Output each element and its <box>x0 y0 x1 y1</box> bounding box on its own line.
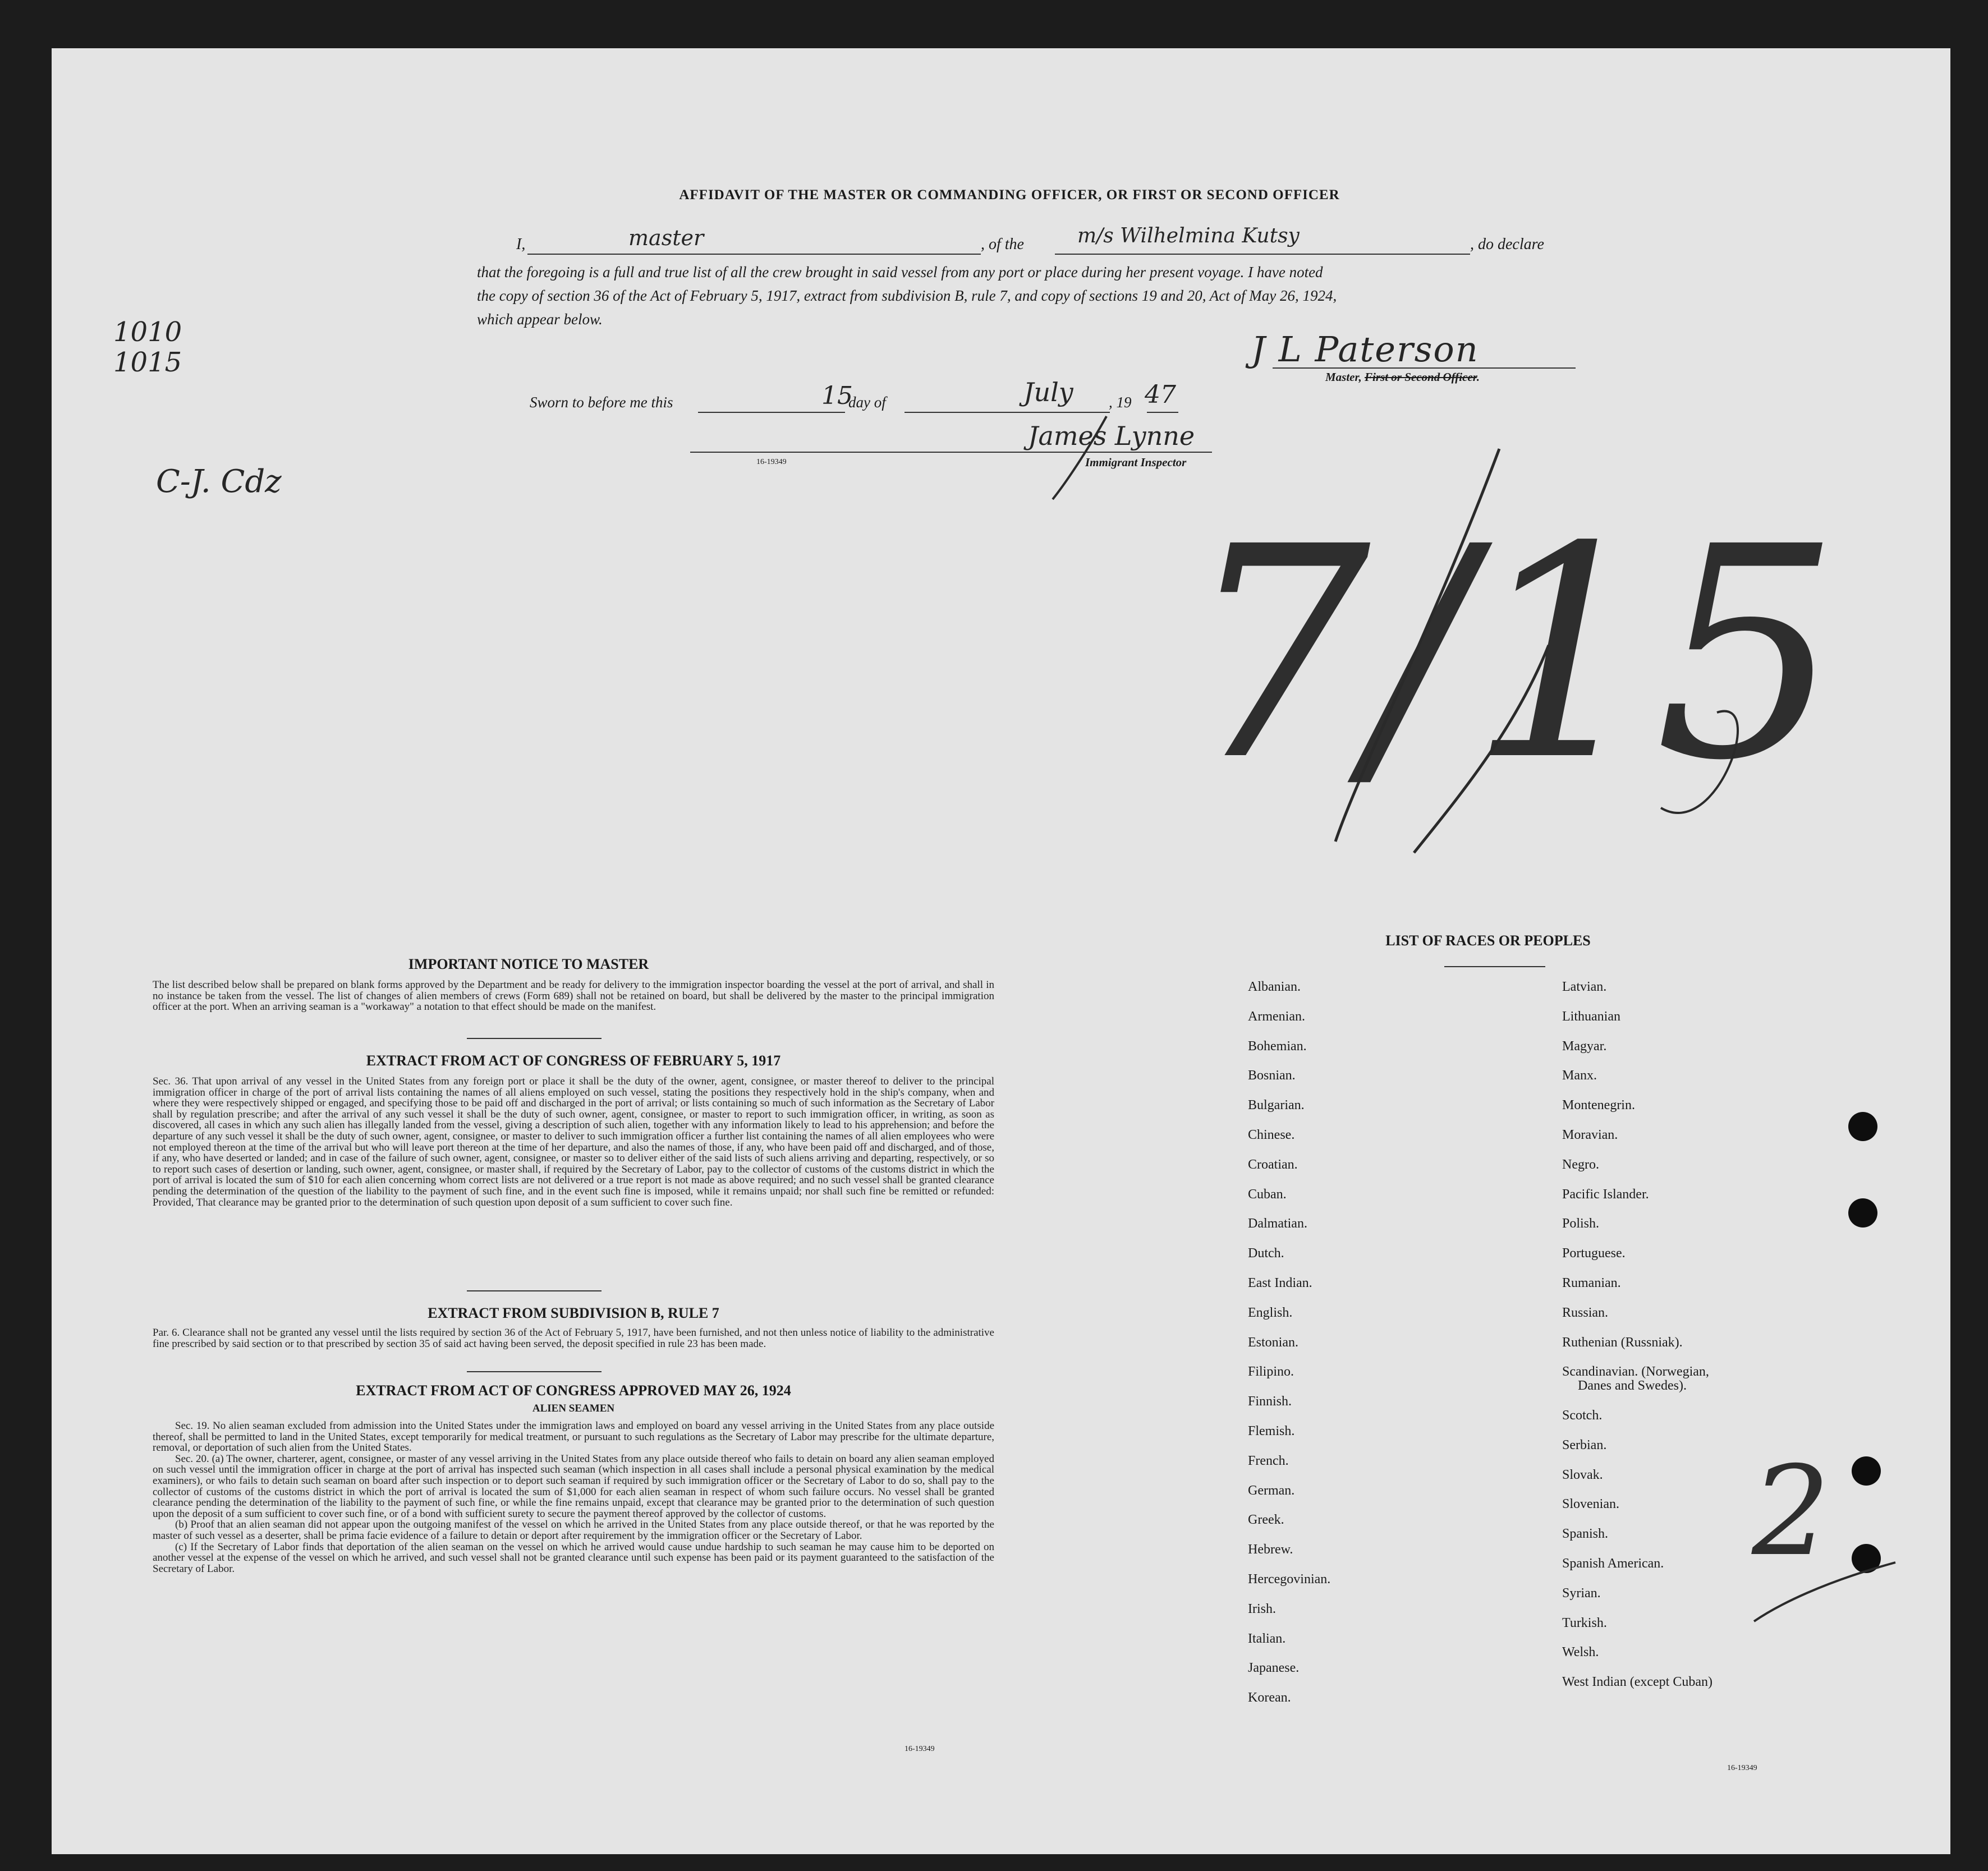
signer-title-struck: First or Second Officer <box>1365 370 1477 384</box>
race-list-item: Italian. <box>1248 1631 1286 1646</box>
race-list-item: German. <box>1248 1483 1295 1498</box>
inspector-signature: James Lynne <box>1028 421 1195 451</box>
extract-1924-paragraph: Sec. 20. (a) The owner, charterer, agent, consignee, or master of any vessel arriving in the United States from any place outside thereof who fails to detain on board any alien seaman employed on such vessel until the immigration officer in charge at the port of arrival has inspected such seaman (which inspection in all cases shall include a personal physical examination by the medical examiners), or who fails to detain such seaman on board after such inspection or to deport such seaman if required by such immigration officer or the Secretary of Labor to do so, shall pay to the collector of customs of the customs district in which the port of arrival is located the sum of $1,000 for each alien seaman in respect of whom such failure occurs. No vessel shall be granted clearance pending the determination of the liability to the payment of such fine, or while the fine remains unpaid, except that clearance may be granted prior to the determination of such question upon the deposit of a sum sufficient to cover such fine, or of a bond with sufficient surety to secure the payment thereof approved by the collector of customs. <box>153 1452 994 1520</box>
affidavit-title: AFFIDAVIT OF THE MASTER OR COMMANDING OFFICER, OR FIRST OR SECOND OFFICER <box>679 187 1340 203</box>
affidavit-body-line: which appear below. <box>477 311 603 328</box>
vessel-name-handwritten: m/s Wilhelmina Kutsy <box>1077 224 1300 247</box>
extract-1924-paragraph: Sec. 19. No alien seaman excluded from admission into the United States under the immigration laws and employed on board any vessel arriving in the United States from any place outside thereof, shall be permitted to land in the United States, except temporarily for medical treatment, or pursuant to such regulations as the Secretary of Labor may prescribe for the ultimate departure, removal, or deportation of such alien from the United States. <box>153 1420 994 1454</box>
extract-1924-paragraph: (c) If the Secretary of Labor finds that deportation of the alien seaman on the vessel on which he arrived would cause undue hardship to such seaman he may cause him to be deported on another vessel at the expense of the vessel on which he arrived, and such vessel shall not be granted clearance until such expense has been paid or its payment guaranteed to the satisfaction of the Secretary of Labor. <box>153 1541 994 1575</box>
pen-stroke <box>1335 449 1499 842</box>
race-list-item: Dalmatian. <box>1248 1216 1307 1231</box>
race-list-item: Bohemian. <box>1248 1038 1307 1054</box>
master-handwritten: master <box>628 226 704 250</box>
race-list-item: Bosnian. <box>1248 1068 1296 1083</box>
race-list-item: Dutch. <box>1248 1246 1284 1261</box>
alien-seamen-subtitle: ALIEN SEAMEN <box>532 1403 615 1414</box>
race-list-item: Armenian. <box>1248 1009 1305 1024</box>
large-handwritten-date: 7/15 <box>1185 484 1840 824</box>
race-list-item: Bulgarian. <box>1248 1098 1305 1113</box>
of-the-label: , of the <box>981 236 1024 253</box>
race-list-item: Rumanian. <box>1562 1276 1621 1290</box>
race-list-item: Chinese. <box>1248 1128 1295 1142</box>
race-list-item: Manx. <box>1562 1068 1597 1083</box>
race-list-item: West Indian (except Cuban) <box>1562 1675 1712 1690</box>
subdivision-title: EXTRACT FROM SUBDIVISION B, RULE 7 <box>428 1305 719 1321</box>
race-list-item: Ruthenian (Russniak). <box>1562 1335 1683 1350</box>
race-list-item: Irish. <box>1248 1601 1276 1616</box>
margin-number: 1015 <box>113 347 182 378</box>
extract-1917-text: Sec. 36. That upon arrival of any vessel in the United States from any foreign port or place it shall be the duty of the owner, agent, consignee, or master thereof to deliver to the principal immigration officer in charge of the port of arrival lists containing the names of all aliens employed on such vessel, stating the positions they respectively hold in the ship's company, when and where they were respectively shipped or engaged, and specifying those to be paid off and discharged in the port of arrival; or lists containing so much of such information as the Secretary of Labor shall by regulation prescribe; and after the arrival of any such vessel it shall be the duty of such owner, agent, consignee, or master to report to such immigration officer, in writing, as soon as discovered, all cases in which any such alien has illegally landed from the vessel, giving a description of such alien, together with any information likely to lead to his apprehension; and before the departure of any such vessel it shall be the duty of such owner, agent, consignee, or master to deliver to such immigration officer a further list containing the names of all alien employees who were not employed thereon at the time of the arrival but who will leave port thereon at the time of her departure, and also the names of those, if any, who have been paid off and discharged, and of those, if any, who have deserted or landed; and in case of the failure of such owner, agent, consignee, or master so to deliver either of the said lists of such aliens arriving and departing, respectively, or so to report such cases of desertion or landing, such owner, agent, consignee, or master shall, if required by the Secretary of Labor, pay to the collector of customs of the customs district in which the port of arrival is located the sum of $10 for each alien concerning whom correct lists are not delivered or a true report is not made as above required; and no such vessel shall be granted clearance pending the determination of the question of the liability to the payment of such fine, and in the event such fine is imposed, while it remains unpaid; nor shall such fine be remitted or refunded: Provided, That clearance may be granted prior to the determination of such question upon deposit of a sum sufficient to cover such fine. <box>153 1075 994 1208</box>
pen-stroke <box>1661 711 1738 813</box>
inspector-label: Immigrant Inspector <box>1085 456 1187 469</box>
master-signature: J L Paterson <box>1251 329 1479 370</box>
race-list-item: Polish. <box>1562 1216 1600 1231</box>
affidavit-body-line: the copy of section 36 of the Act of February 5, 1917, extract from subdivision B, rule 7, and copy of sections 19 and 20, Act of May 26, 1924, <box>477 287 1337 304</box>
sworn-label: Sworn to before me this <box>530 394 673 411</box>
affidavit-i-label: I, <box>516 236 526 253</box>
race-list-item: Spanish. <box>1562 1527 1609 1542</box>
race-list-item: Portuguese. <box>1562 1246 1626 1261</box>
race-list-item: Hercegovinian. <box>1248 1572 1331 1587</box>
race-list-item: Finnish. <box>1248 1394 1292 1409</box>
race-list-item: Slovenian. <box>1562 1497 1619 1512</box>
form-number: 16-19349 <box>1727 1764 1757 1772</box>
margin-number: 1010 <box>113 316 182 348</box>
do-declare-label: , do declare <box>1470 236 1544 253</box>
race-list-item: Spanish American. <box>1562 1556 1664 1571</box>
race-list-item: East Indian. <box>1248 1276 1312 1290</box>
race-list-item: Latvian. <box>1562 980 1607 994</box>
sworn-month-handwritten: July <box>1023 377 1073 407</box>
extract-1917-title: EXTRACT FROM ACT OF CONGRESS OF FEBRUARY 5, 1917 <box>366 1052 781 1069</box>
race-list-item: Montenegrin. <box>1562 1098 1635 1113</box>
race-list-item: Albanian. <box>1248 980 1301 994</box>
extract-1924-paragraph: (b) Proof that an alien seaman did not appear upon the outgoing manifest of the vessel on which he arrived in the United States from any place outside thereof, or that he was reported by the master of such vessel as a deserter, shall be prima facie evidence of a failure to detain or deport after requirement by the immigration officer or the Secretary of Labor. <box>153 1519 994 1542</box>
form-number: 16-19349 <box>756 458 787 466</box>
race-list-item: Scandinavian. (Norwegian, <box>1562 1364 1709 1380</box>
race-list-item: Cuban. <box>1248 1187 1287 1202</box>
race-list-item: Hebrew. <box>1248 1542 1293 1557</box>
race-list-item: English. <box>1248 1305 1293 1320</box>
race-list-item: Lithuanian <box>1562 1009 1620 1024</box>
pen-stroke <box>1053 416 1107 499</box>
race-list-item: Korean. <box>1248 1690 1291 1705</box>
race-list-item: French. <box>1248 1453 1289 1468</box>
sworn-year-handwritten: 47 <box>1145 380 1176 409</box>
race-list-item: Croatian. <box>1248 1157 1298 1172</box>
day-of-label: day of <box>848 394 886 411</box>
races-title: LIST OF RACES OR PEOPLES <box>1385 932 1591 949</box>
affidavit-body-line: that the foregoing is a full and true list of all the crew brought in said vessel from any port or place during her present voyage. I have noted <box>477 264 1323 281</box>
extract-1924-title: EXTRACT FROM ACT OF CONGRESS APPROVED MAY 26, 1924 <box>356 1382 791 1399</box>
race-list-item: Flemish. <box>1248 1424 1295 1438</box>
race-list-item: Estonian. <box>1248 1335 1298 1350</box>
race-list-item: Russian. <box>1562 1305 1609 1320</box>
sworn-day-handwritten: 15 <box>821 381 853 410</box>
form-number: 16-19349 <box>905 1745 935 1753</box>
race-list-item: Magyar. <box>1562 1038 1607 1054</box>
race-list-item: Japanese. <box>1248 1661 1300 1676</box>
race-list-item: Pacific Islander. <box>1562 1187 1649 1202</box>
race-list-item: Negro. <box>1562 1157 1599 1172</box>
race-list-item: Welsh. <box>1562 1645 1599 1660</box>
notice-title: IMPORTANT NOTICE TO MASTER <box>408 956 649 972</box>
signer-title-period: . <box>1476 370 1480 384</box>
race-list-item: Greek. <box>1248 1513 1284 1528</box>
race-list-item: Danes and Swedes). <box>1578 1378 1687 1394</box>
race-list-item: Serbian. <box>1562 1437 1607 1452</box>
corner-mark: 2 <box>1752 1440 1830 1583</box>
margin-initials: C-J. Cdz <box>156 463 282 500</box>
race-list-item: Slovak. <box>1562 1467 1603 1482</box>
race-list-item: Moravian. <box>1562 1128 1618 1142</box>
race-list-item: Syrian. <box>1562 1585 1601 1601</box>
notice-text: The list described below shall be prepared on blank forms approved by the Department and be ready for delivery to the immigration inspector boarding the vessel at the port of arrival, and shall in no instance be taken from the vessel. The list of changes of alien members of crews (Form 689) shall not be retained on board, but shall be delivered by the master to the principal immigration officer at the port. When an arriving seaman is a "workaway" a notation to that effect should be made on the manifest. <box>153 979 994 1013</box>
race-list-item: Turkish. <box>1562 1615 1607 1630</box>
signer-title-master: Master, <box>1325 370 1365 384</box>
year-prefix-label: , 19 <box>1109 394 1132 411</box>
pen-stroke <box>1414 645 1549 853</box>
race-list-item: Filipino. <box>1248 1364 1294 1380</box>
subdivision-text: Par. 6. Clearance shall not be granted any vessel until the lists required by section 36 of the Act of February 5, 1917, have been furnished, and not then unless notice of liability to the administrative fine prescribed by said section or to that prescribed by section 35 of said act having been served, the deposit specified in rule 23 has been made. <box>153 1327 994 1350</box>
race-list-item: Scotch. <box>1562 1408 1603 1423</box>
pen-stroke <box>1754 1562 1895 1621</box>
